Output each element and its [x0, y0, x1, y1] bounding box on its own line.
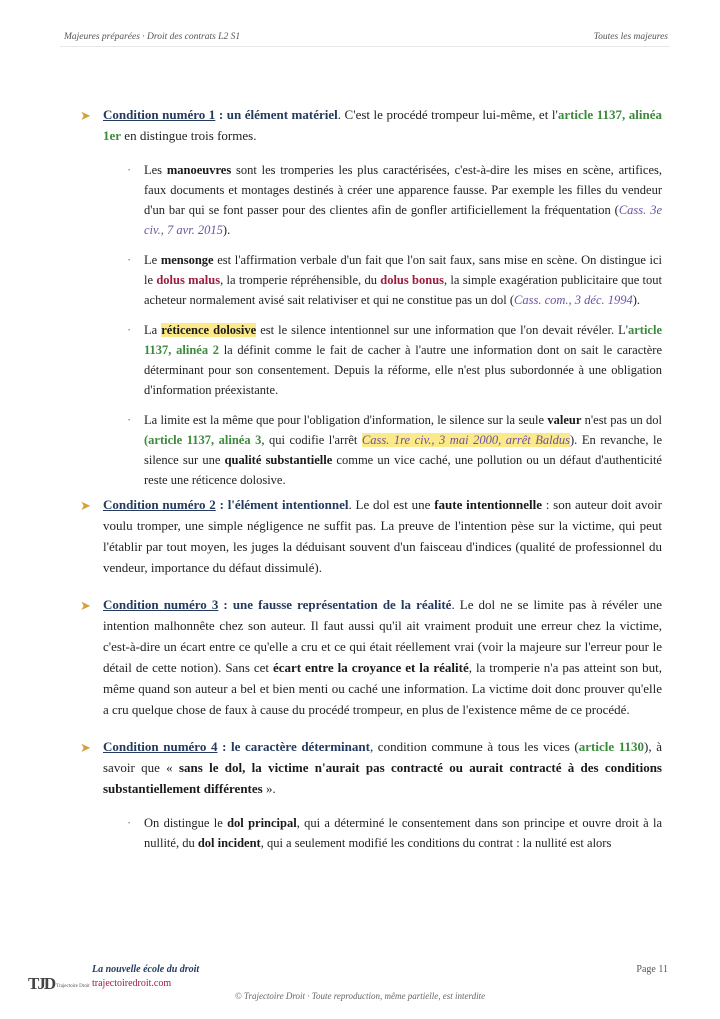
copyright-notice: © Trajectoire Droit · Toute reproduction, même partielle, est interdite — [234, 991, 486, 1001]
condition-4: ➤ Condition numéro 4 : le caractère déterminant, condition commune à tous les vices (article 1130), à savoir que « sans le dol, la victime n'aurait pas contracté ou aurait contracté à des conditions substantiellement différentes ». — [80, 739, 662, 796]
bullet-dol-principal: · On distingue le dol principal, qui a déterminé le consentement dans son principe et ouvre droit à la nullité, du dol incident, qui a seulement modifié les conditions du contrat : la nullité est alors — [0, 813, 720, 853]
condition-2: ➤ Condition numéro 2 : l'élément intentionnel. Le dol est une faute intentionnelle : son auteur doit avoir voulu tromper, une simple négligence ne suffit pas. La preuve de l'intention pèse sur la victime, qui peut l'établir par tout moyen, les juges la déduisant souvent d'un faisceau d'indices (qualité de professionnel du vendeur, importance du défaut dissimulé). — [80, 497, 662, 575]
case-citation-highlighted: Cass. 1re civ., 3 mai 2000, arrêt Baldus — [361, 433, 570, 447]
condition-3: ➤ Condition numéro 3 : une fausse représentation de la réalité. Le dol ne se limite pas à révéler une intention malhonnête chez son auteur. Il faut aussi qu'il ait vraiment produit une erreur chez la victime, c'est-à-dire un écart entre ce qu'elle a cru et ce qui était réellement vrai (voir la majeure sur l'erreur pour le détail de cette notion). Sans cet écart entre la croyance et la réalité, la tromperie n'a pas atteint son but, même quand son auteur a bel et bien menti ou caché une information. La victime doit donc prouver qu'elle a cru quelque chose de faux à cause du procédé trompeur, en plus de l'existence même de ce procédé. — [80, 597, 662, 717]
highlighted-term: réticence dolosive — [161, 323, 257, 337]
arrow-right-icon: ➤ — [80, 598, 91, 613]
article-ref: article 1137, alinéa 1er — [103, 107, 663, 143]
article-ref: article 1137, alinéa 2 — [144, 323, 663, 357]
arrow-right-icon: ➤ — [80, 108, 91, 123]
article-ref: article 1130 — [578, 739, 645, 754]
term-dolus-malus: dolus malus — [156, 273, 221, 287]
condition-2-label: Condition numéro 2 : l'élément intentionnel — [103, 497, 349, 512]
bullet-dot-icon: · — [127, 323, 132, 337]
bullet-mensonge: · Le mensonge est l'affirmation verbale d'un fait que l'on sait faux, sans mise en scène. On distingue ici le dolus malus, la tromperie répréhensible, du dolus bonus, la simple exagération publicitaire que tout acheteur normalement avisé sait relativiser et qui ne constitue pas un dol (Cass. com., 3 déc. 1994). — [0, 250, 720, 310]
page-header — [64, 32, 668, 46]
arrow-right-icon: ➤ — [80, 498, 91, 513]
case-citation: Cass. com., 3 déc. 1994 — [514, 293, 633, 307]
bullet-dot-icon: · — [127, 816, 132, 830]
document-body — [0, 104, 720, 853]
condition-1: ➤ Condition numéro 1 : un élément matériel. C'est le procédé trompeur lui-même, et l'article 1137, alinéa 1er en distingue trois formes. — [80, 107, 663, 143]
bullet-limite: · La limite est la même que pour l'obligation d'information, le silence sur la seule valeur n'est pas un dol (article 1137, alinéa 3, qui codifie l'arrêt Cass. 1re civ., 3 mai 2000, arrêt Baldus). En revanche, le silence sur une qualité substantielle comme un vice caché, une pollution ou un défaut d'authenticité reste une réticence dolosive. — [0, 410, 720, 490]
bullet-manoeuvres: · Les manoeuvres sont les tromperies les plus caractérisées, c'est-à-dire les mises en scène, artifices, faux documents et montages destinés à créer une apparence fausse. Par exemple les filles du vendeur d'un bar qui se font passer pour des clientes afin de gonfler artificiellement la fréquentation (Cass. 3e civ., 7 avr. 2015). — [0, 160, 720, 240]
brand-logo: TJD Trajectoire Droit — [28, 974, 90, 993]
header-divider — [60, 46, 670, 47]
header-section-title: Toutes les majeures — [593, 32, 668, 42]
arrow-right-icon: ➤ — [80, 740, 91, 755]
bullet-dot-icon: · — [127, 163, 132, 177]
condition-4-label: Condition numéro 4 : le caractère déterminant — [103, 739, 370, 754]
condition-1-label: Condition numéro 1 : un élément matériel — [103, 107, 338, 122]
header-course-title: Majeures préparées · Droit des contrats L2 S1 — [64, 32, 241, 42]
article-ref: (article 1137, alinéa 3 — [144, 433, 262, 447]
footer-website-link[interactable]: trajectoiredroit.com — [92, 978, 172, 989]
term-dolus-bonus: dolus bonus — [380, 273, 445, 287]
condition-3-label: Condition numéro 3 : une fausse représentation de la réalité — [103, 597, 452, 612]
case-citation: Cass. 3e civ., 7 avr. 2015 — [144, 203, 662, 237]
bullet-reticence: · La réticence dolosive est le silence intentionnel sur une information que l'on devait révéler. L'article 1137, alinéa 2 la définit comme le fait de cacher à l'autre une information dont on sait le caractère déterminant pour son consentement. Depuis la réforme, elle n'est plus subordonnée à une obligation d'information préexistante. — [0, 320, 720, 400]
bullet-dot-icon: · — [127, 253, 132, 267]
footer-school-name: La nouvelle école du droit — [92, 964, 200, 975]
bullet-dot-icon: · — [127, 413, 132, 427]
page-number: Page 11 — [636, 964, 668, 975]
